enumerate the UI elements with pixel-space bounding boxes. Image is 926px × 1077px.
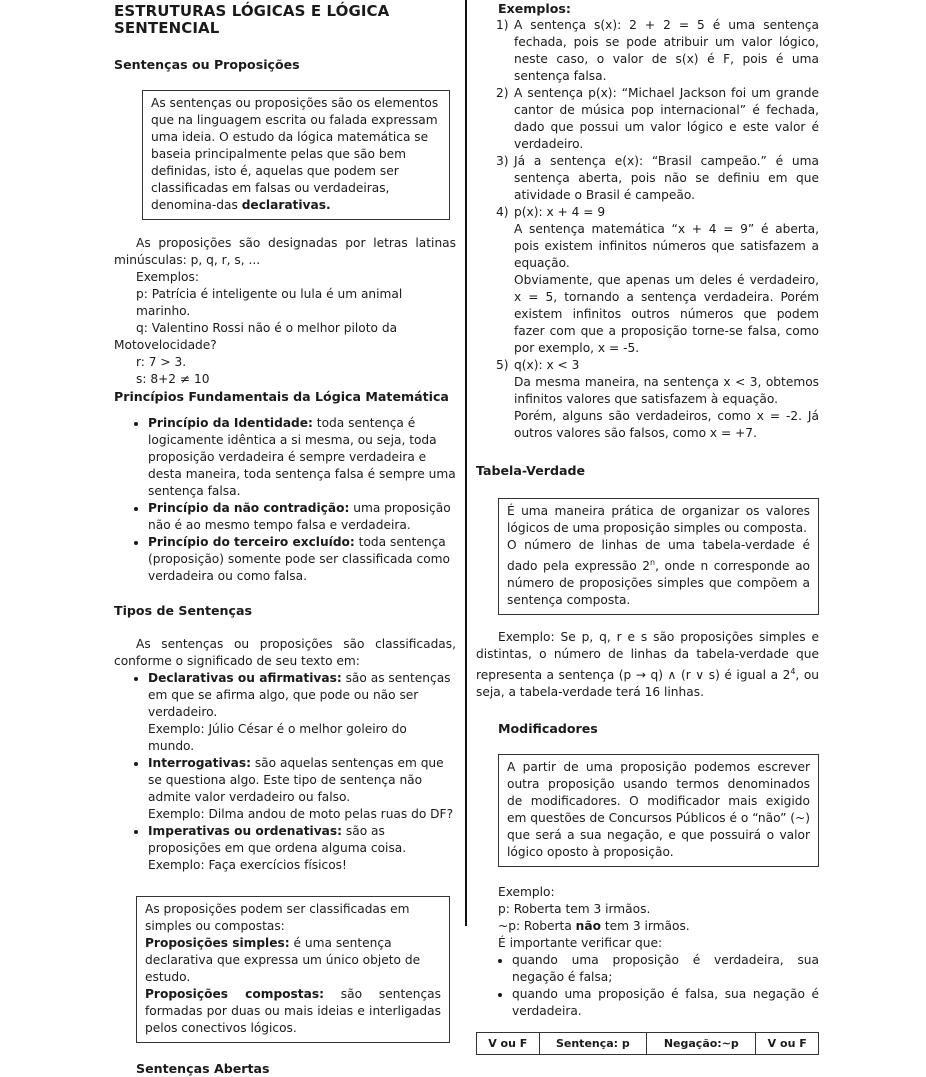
tipo-item: [148, 670, 456, 755]
principio-item: [148, 500, 456, 534]
exemplos-heading: Exemplos:: [498, 1, 571, 16]
example-r: r: 7 > 3.: [136, 355, 187, 369]
tv-example-b: , ou seja, a tabela-verdade terá 16 linhas.: [476, 668, 819, 700]
simples-compostas-box: [136, 896, 450, 1043]
compostas-text: são sentenças formadas por duas ou mais ideias e interligadas pelos conectivos lógicos.: [145, 987, 441, 1035]
example-detail: Da mesma maneira, na sentença x < 3, obtemos infinitos valores que satisfazem à equação.: [514, 375, 819, 406]
tv-example: [476, 629, 819, 701]
table-header-cell: Sentença: p: [539, 1033, 647, 1055]
principio-title: Princípio do terceiro excluído:: [148, 535, 355, 549]
example-number: 3): [496, 154, 509, 168]
tv-def-2a: O número de linhas de uma tabela-verdade é dado pela expressão 2: [507, 538, 810, 574]
tv-def-2b: , onde n corresponde ao número de proposições simples que compõem a sentença composta.: [507, 559, 810, 608]
heading-sentencas-abertas: Sentenças Abertas: [136, 1061, 270, 1076]
right-column: [476, 0, 819, 1055]
principio-item: [148, 534, 456, 585]
example-number: 1): [496, 18, 509, 32]
heading-principios: Princípios Fundamentais da Lógica Matemática: [114, 389, 449, 404]
principio-title: Princípio da Identidade:: [148, 416, 313, 430]
definition-box: [142, 90, 450, 220]
example-number: 4): [496, 205, 509, 219]
classificadas-paragraph: As sentenças ou proposições são classificadas, conforme o significado de seu texto em:: [114, 637, 456, 668]
principio-item: [148, 415, 456, 500]
example-text: A sentença p(x): “Michael Jackson foi um grande cantor de música pop internacional” é fechada, dado que possui um valor lógico e este valor é verdadeiro.: [514, 86, 819, 151]
box-simples: [145, 935, 441, 986]
column-divider: [465, 0, 467, 926]
example-text: p(x): x + 4 = 9: [514, 205, 606, 219]
example-text: Já a sentença e(x): “Brasil campeão.” é uma sentença aberta, pois não se definiu em que atividade o Brasil é campeão.: [514, 154, 819, 202]
negation-bullets: [476, 952, 819, 1020]
table-header-row: [477, 1033, 819, 1055]
modificadores-box: [498, 754, 819, 867]
tipo-text: são as sentenças em que se afirma algo, que pode ou não ser verdadeiro.: [148, 671, 451, 719]
modificadores-text: A partir de uma proposição podemos escrever outra proposição usando termos denominados de modificadores. O modificador mais exigido em questões de Concursos Públicos é o “não” (~) que será a sua negação, e que possuirá o valor lógico oposto à proposição.: [507, 760, 810, 860]
principio-text: toda sentença (proposição) somente pode ser classificada como verdadeira ou como falsa.: [148, 535, 451, 583]
example-item: [498, 357, 819, 442]
table-header-cell: V ou F: [477, 1033, 540, 1055]
notp-b: tem 3 irmãos.: [600, 919, 690, 934]
table-header-cell: V ou F: [756, 1033, 819, 1055]
heading-tipos: Tipos de Sentenças: [114, 603, 252, 618]
tipo-item: [148, 823, 456, 874]
negation-bullet: • quando uma proposição é falsa, sua negação é verdadeira.: [512, 986, 819, 1020]
tv-example-a: Exemplo: Se p, q, r e s são proposições simples e distintas, o número de linhas da tabela-verdade que representa a sentença (p → q) ∧ (r ∨ s) é igual a 2: [476, 630, 819, 683]
compostas-title: Proposições compostas:: [145, 987, 324, 1001]
principio-title: Princípio da não contradição:: [148, 501, 350, 515]
importante-text: É importante verificar que:: [498, 936, 663, 951]
tv-def-sup: n: [650, 558, 656, 567]
example-number: 5): [496, 358, 509, 372]
tipo-example: Exemplo: Júlio César é o melhor goleiro do mundo.: [148, 722, 407, 753]
tipo-text: são aquelas sentenças em que se questiona algo. Este tipo de sentença não admite valor verdadeiro ou falso.: [148, 756, 444, 804]
tv-def-1: É uma maneira prática de organizar os valores lógicos de uma proposição simples ou composta.: [507, 504, 810, 535]
principios-list: [114, 415, 456, 585]
example-text: A sentença s(x): 2 + 2 = 5 é uma sentença fechada, pois se pode atribuir um valor lógico, neste caso, o valor de s(x) é F, pois é uma sentença falsa.: [514, 18, 819, 83]
example-item: [498, 17, 819, 85]
notp-a: ~p: Roberta: [498, 919, 576, 934]
tipo-title: Interrogativas:: [148, 756, 251, 770]
principio-text: toda sentença é logicamente idêntica a si mesma, ou seja, toda proposição verdadeira é sempre verdadeira e desta maneira, toda sentença falsa é sempre uma sentença falsa.: [148, 416, 456, 498]
definition-text: As sentenças ou proposições são os elementos que na linguagem escrita ou falada expressam uma ideia. O estudo da lógica matemática se baseia principalmente pelas que são bem definidas, isto é, aquelas que podem ser classificadas em falsas ou verdadeiras, denomina-das: [151, 96, 439, 212]
tv-def-2: [507, 537, 810, 609]
example-q: q: Valentino Rossi não é o melhor piloto da Motovelocidade?: [114, 321, 398, 352]
box-intro: As proposições podem ser classificadas em simples ou compostas:: [145, 902, 410, 933]
negation-example-p: p: Roberta tem 3 irmãos.: [498, 902, 651, 917]
negation-table: [476, 1032, 819, 1055]
example-item: [498, 204, 819, 357]
tabela-verdade-box: [498, 498, 819, 615]
heading-tabela-verdade: Tabela-Verdade: [476, 463, 586, 478]
box-compostas: [145, 986, 441, 1037]
example-number: 2): [496, 86, 509, 100]
example-detail: Porém, alguns são verdadeiros, como x = -2. Já outros valores são falsos, como x = +7.: [514, 409, 819, 440]
negation-example-notp: [498, 918, 819, 935]
example-text: q(x): x < 3: [514, 358, 580, 372]
table-header-cell: Negação:~p: [647, 1033, 756, 1055]
tipo-title: Imperativas ou ordenativas:: [148, 824, 342, 838]
example-item: [498, 85, 819, 153]
example-detail: Obviamente, que apenas um deles é verdadeiro, x = 5, tornando a sentença verdadeira. Porém existem infinitos outros números que podem fazer com que a proposição torne-se falsa, como por exemplo, x = -5.: [514, 273, 819, 355]
simples-text: é uma sentença declarativa que expressa um único objeto de estudo.: [145, 936, 421, 984]
heading-modificadores: Modificadores: [498, 721, 598, 737]
tipo-example: Exemplo: Faça exercícios físicos!: [148, 858, 347, 872]
negation-bullet: • quando uma proposição é verdadeira, sua negação é falsa;: [512, 952, 819, 986]
tv-example-sup: 4: [790, 667, 796, 677]
examples-list: [476, 17, 819, 442]
designadas-paragraph: As proposições são designadas por letras latinas minúsculas: p, q, r, s, ...: [114, 236, 456, 267]
negation-example: [476, 884, 819, 952]
tipo-text: são as proposições em que ordena alguma coisa.: [148, 824, 407, 855]
example-detail: A sentença matemática “x + 4 = 9” é aberta, pois existem infinitos números que satisfazem a equação.: [514, 222, 819, 270]
heading-sentencas: Sentenças ou Proposições: [114, 57, 300, 72]
exemplos-label: Exemplos:: [136, 270, 199, 284]
principio-text: uma proposição não é ao mesmo tempo falsa e verdadeira.: [148, 501, 451, 532]
notp-bold: não: [575, 919, 601, 934]
page-title: ESTRUTURAS LÓGICAS E LÓGICA SENTENCIAL: [114, 2, 390, 37]
example-s: s: 8+2 ≠ 10: [136, 372, 210, 386]
simples-title: Proposições simples:: [145, 936, 290, 950]
tipo-example: Exemplo: Dilma andou de moto pelas ruas do DF?: [148, 807, 454, 821]
tipo-item: [148, 755, 456, 823]
tipos-list: [114, 670, 456, 874]
definition-bold: declarativas.: [241, 198, 331, 212]
example-item: [498, 153, 819, 204]
example-p: p: Patrícia é inteligente ou lula é um animal marinho.: [136, 287, 403, 318]
tipo-title: Declarativas ou afirmativas:: [148, 671, 342, 685]
left-column: [114, 0, 456, 1077]
negation-example-label: Exemplo:: [498, 885, 555, 900]
